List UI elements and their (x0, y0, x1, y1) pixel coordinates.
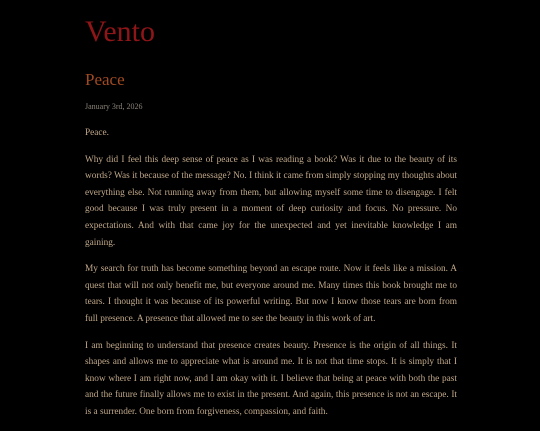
post-paragraph: My search for truth has become something beyond an escape route. Now it feels like a mission. A quest that will not only benefit me, but everyone around me. Many times this book brought me to tears. I thought it was because of its powerful writing. But now I know those tears are born from full presence. A presence that allowed me to see the beauty in this work of art. (85, 264, 457, 324)
post-body (85, 125, 457, 431)
post-paragraph: Peace. (85, 128, 110, 138)
post-paragraph: I am beginning to understand that presence creates beauty. Presence is the origin of all things. It shapes and allows me to appreciate what is around me. It is not that time stops. It is simply that I know where I am right now, and I am okay with it. I believe that being at peace with both the past and the future finally allows me to exist in the present. And again, this presence is not an escape. It is a surrender. One born from forgiveness, compassion, and faith. (85, 340, 457, 417)
post-paragraph: Why did I feel this deep sense of peace as I was reading a book? Was it due to the beauty of its words? Was it because of the message? No. I think it came from simply stopping my thoughts about everything else. Not running away from them, but allowing myself some time to disengage. I felt good because I was truly present in a moment of deep curiosity and focus. No pressure. No expectations. And with that came joy for the unexpected and yet inevitable knowledge I am gaining. (85, 154, 457, 248)
site-title-link[interactable]: Vento (85, 15, 155, 48)
post-date: January 3rd, 2026 (85, 102, 143, 111)
post-title: Peace (85, 70, 125, 89)
